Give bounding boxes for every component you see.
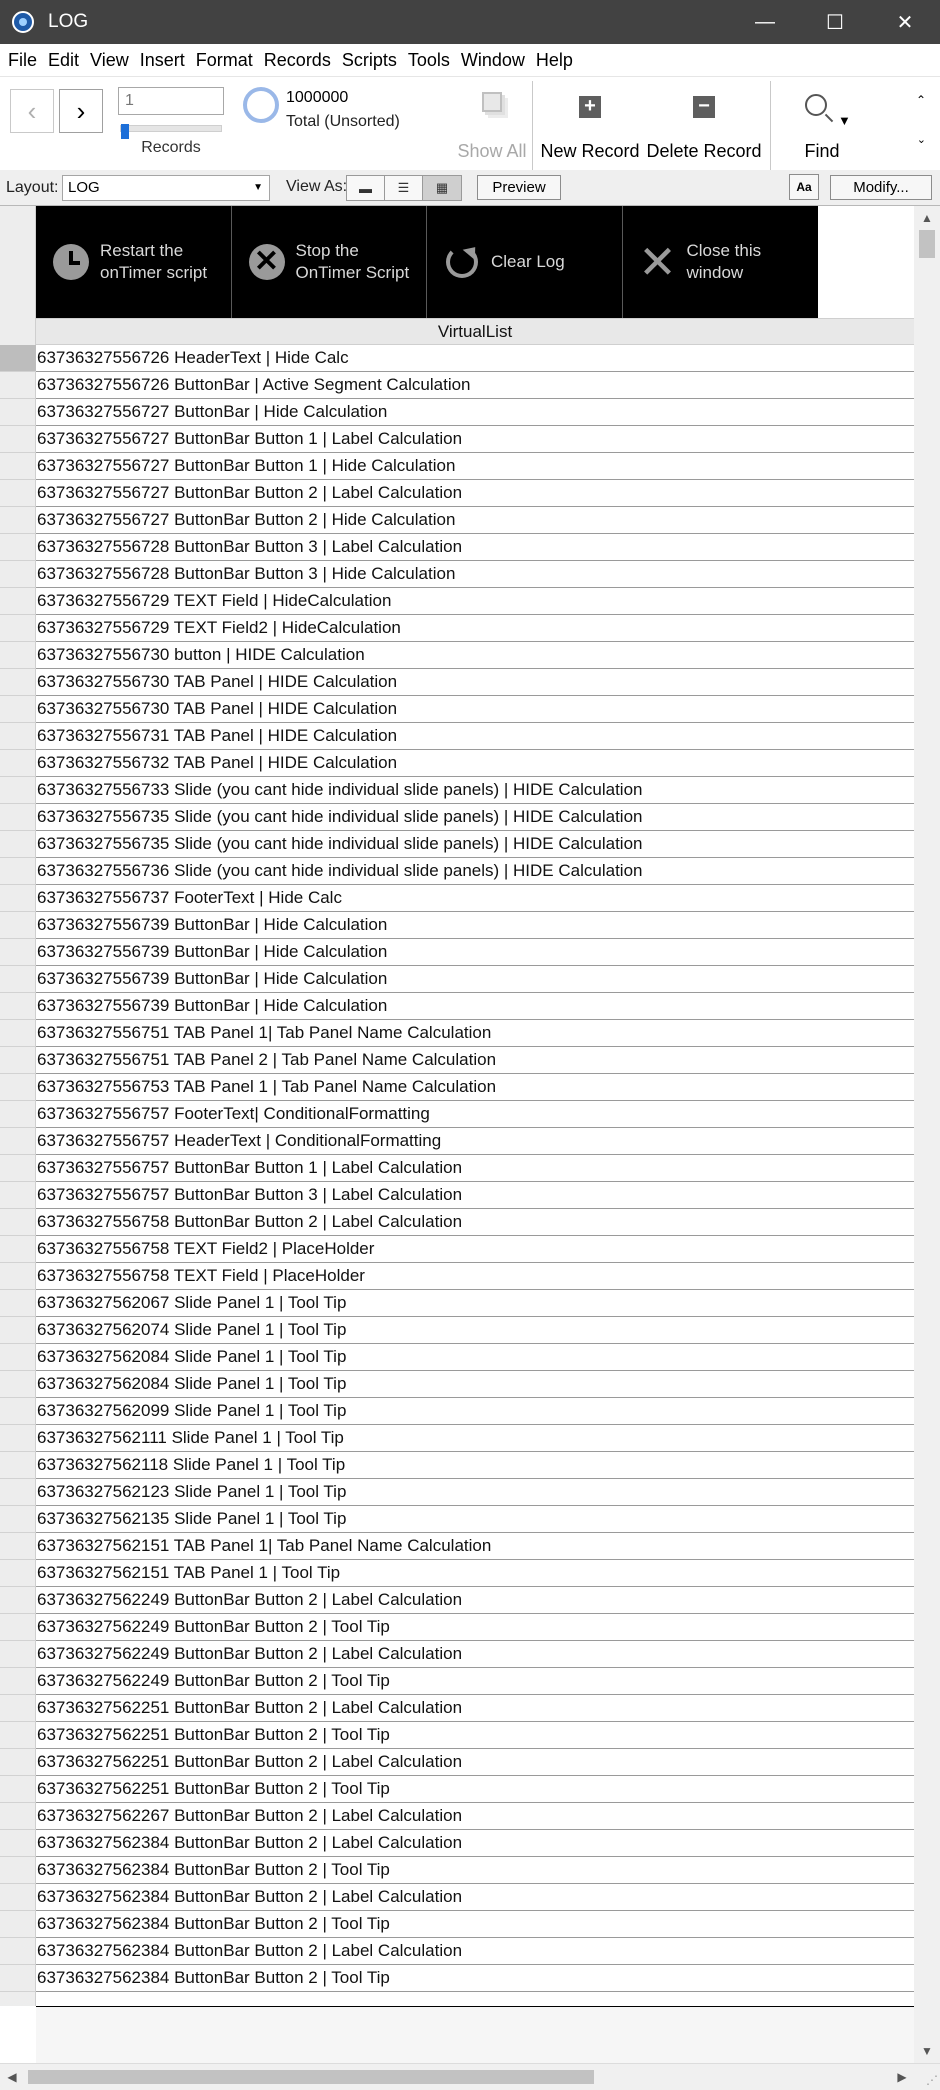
record-marker[interactable] [0, 750, 36, 777]
log-row[interactable]: 63736327562249 ButtonBar Button 2 | Label Calculation [36, 1587, 914, 1614]
log-row[interactable]: 63736327562267 ButtonBar Button 2 | Label Calculation [36, 1803, 914, 1830]
record-marker[interactable] [0, 1614, 36, 1641]
record-marker[interactable] [0, 453, 36, 480]
record-marker[interactable] [0, 1938, 36, 1965]
log-row[interactable]: 63736327562251 ButtonBar Button 2 | Label Calculation [36, 1749, 914, 1776]
refresh-icon [446, 246, 478, 278]
log-row[interactable]: 63736327556731 TAB Panel | HIDE Calculation [36, 723, 914, 750]
button-bar [36, 206, 818, 318]
show-all-icon [482, 92, 502, 112]
log-row[interactable]: 63736327556757 ButtonBar Button 1 | Label Calculation [36, 1155, 914, 1182]
minus-icon: − [693, 96, 715, 118]
log-row[interactable]: 63736327562067 Slide Panel 1 | Tool Tip [36, 1290, 914, 1317]
log-row[interactable]: 63736327556726 ButtonBar | Active Segment Calculation [36, 372, 914, 399]
record-marker[interactable] [0, 1344, 36, 1371]
view-as-table-button[interactable]: ▦ [423, 176, 461, 200]
total-unsorted-label: Total (Unsorted) [286, 113, 400, 130]
log-row[interactable]: 63736327562074 Slide Panel 1 | Tool Tip [36, 1317, 914, 1344]
title-bar [0, 0, 940, 44]
record-markers [0, 345, 36, 1992]
log-row[interactable]: 63736327562099 Slide Panel 1 | Tool Tip [36, 1398, 914, 1425]
chevron-down-icon: ▼ [253, 182, 263, 193]
filemaker-app-icon [12, 11, 34, 33]
record-marker[interactable] [0, 615, 36, 642]
log-row[interactable]: 63736327556730 button | HIDE Calculation [36, 642, 914, 669]
current-record-input[interactable] [118, 87, 224, 115]
record-marker[interactable] [0, 804, 36, 831]
stop-ontimer-button[interactable] [232, 206, 428, 318]
view-as-form-button[interactable]: ▬ [347, 176, 385, 200]
close-this-window-label: Close this window [686, 241, 762, 282]
new-record-label: New Record [540, 141, 640, 161]
log-row[interactable]: 63736327556730 TAB Panel | HIDE Calculation [36, 669, 914, 696]
record-marker[interactable] [0, 426, 36, 453]
header-part [36, 206, 914, 318]
record-marker[interactable] [0, 1425, 36, 1452]
customize-toolbar-icon[interactable]: ⌄ [916, 134, 926, 146]
restart-ontimer-button[interactable] [36, 206, 232, 318]
scroll-up-icon[interactable]: ▲ [921, 211, 933, 225]
stop-circle-icon: ✕ [249, 244, 285, 280]
menu-view[interactable]: View [90, 49, 129, 70]
column-header-virtuallist[interactable]: VirtualList [36, 318, 914, 345]
record-marker[interactable] [0, 1884, 36, 1911]
log-row[interactable]: 63736327556726 HeaderText | Hide Calc [36, 345, 914, 372]
record-marker[interactable] [0, 588, 36, 615]
menu-insert[interactable]: Insert [139, 49, 185, 70]
menu-bar [0, 44, 940, 77]
log-row[interactable]: 63736327556729 TEXT Field | HideCalculation [36, 588, 914, 615]
log-row[interactable]: 63736327562084 Slide Panel 1 | Tool Tip [36, 1344, 914, 1371]
log-row[interactable]: 63736327556727 ButtonBar Button 2 | Hide Calculation [36, 507, 914, 534]
record-marker[interactable] [0, 507, 36, 534]
menu-help[interactable]: Help [535, 49, 573, 70]
log-row[interactable]: 63736327562384 ButtonBar Button 2 | Tool Tip [36, 1857, 914, 1884]
close-this-window-button[interactable] [623, 206, 819, 318]
menu-edit[interactable]: Edit [48, 49, 80, 70]
log-row[interactable]: 63736327556728 ButtonBar Button 3 | Hide Calculation [36, 561, 914, 588]
record-marker[interactable] [0, 696, 36, 723]
view-as-list-button[interactable]: ☰ [385, 176, 423, 200]
clock-icon [53, 244, 89, 280]
collapse-toolbar-icon[interactable]: ⌃ [915, 93, 926, 107]
log-row[interactable]: 63736327562249 ButtonBar Button 2 | Tool Tip [36, 1668, 914, 1695]
window-title: LOG [48, 11, 89, 32]
active-record-marker[interactable] [0, 345, 36, 372]
menu-file[interactable]: File [8, 49, 38, 70]
record-marker[interactable] [0, 372, 36, 399]
status-toolbar [0, 77, 940, 175]
log-row[interactable]: 63736327556727 ButtonBar Button 1 | Label Calculation [36, 426, 914, 453]
record-marker[interactable] [0, 1857, 36, 1884]
maximize-button[interactable]: ☐ [826, 11, 844, 34]
log-row[interactable]: 63736327556758 TEXT Field | PlaceHolder [36, 1263, 914, 1290]
log-row[interactable]: 63736327556758 TEXT Field2 | PlaceHolder [36, 1236, 914, 1263]
restart-ontimer-label: Restart the onTimer script [100, 241, 208, 282]
next-record-button[interactable]: › [59, 89, 103, 133]
record-marker[interactable] [0, 1074, 36, 1101]
record-marker[interactable] [0, 480, 36, 507]
delete-record-button[interactable] [648, 79, 760, 171]
log-row[interactable]: 63736327556736 Slide (you cant hide individual slide panels) | HIDE Calculation [36, 858, 914, 885]
log-row[interactable]: 63736327562249 ButtonBar Button 2 | Label Calculation [36, 1641, 914, 1668]
layout-select-value: LOG [68, 179, 100, 196]
stop-ontimer-label: Stop the OnTimer Script [295, 241, 410, 282]
record-marker[interactable] [0, 1803, 36, 1830]
record-marker[interactable] [0, 885, 36, 912]
log-row[interactable]: 63736327556739 ButtonBar | Hide Calculation [36, 939, 914, 966]
log-row[interactable]: 63736327556751 TAB Panel 1| Tab Panel Name Calculation [36, 1020, 914, 1047]
clear-log-label: Clear Log [491, 252, 565, 271]
clear-log-button[interactable] [427, 206, 623, 318]
log-row[interactable]: 63736327562151 TAB Panel 1 | Tool Tip [36, 1560, 914, 1587]
log-row[interactable]: 63736327556739 ButtonBar | Hide Calculation [36, 993, 914, 1020]
record-marker[interactable] [0, 939, 36, 966]
preview-button[interactable]: Preview [477, 175, 561, 200]
search-icon [805, 94, 827, 116]
record-marker[interactable] [0, 1533, 36, 1560]
record-marker[interactable] [0, 1749, 36, 1776]
previous-record-button[interactable]: ‹ [10, 89, 54, 133]
log-row[interactable]: 63736327556727 ButtonBar Button 1 | Hide Calculation [36, 453, 914, 480]
log-row[interactable]: 63736327556758 ButtonBar Button 2 | Label Calculation [36, 1209, 914, 1236]
footer-part [36, 2006, 914, 2063]
log-row[interactable]: 63736327556735 Slide (you cant hide individual slide panels) | HIDE Calculation [36, 804, 914, 831]
toolbar-divider [770, 81, 771, 171]
record-marker[interactable] [0, 1398, 36, 1425]
records-label: Records [141, 139, 201, 156]
log-row[interactable]: 63736327556757 ButtonBar Button 3 | Label Calculation [36, 1182, 914, 1209]
horizontal-scrollbar[interactable] [0, 2063, 940, 2090]
log-row[interactable]: 63736327562384 ButtonBar Button 2 | Label Calculation [36, 1830, 914, 1857]
layout-content [0, 206, 914, 2063]
record-marker[interactable] [0, 1965, 36, 1992]
menu-records[interactable]: Records [263, 49, 331, 70]
log-row[interactable]: 63736327556729 TEXT Field2 | HideCalculation [36, 615, 914, 642]
record-marker[interactable] [0, 642, 36, 669]
log-row[interactable]: 63736327556732 TAB Panel | HIDE Calculation [36, 750, 914, 777]
record-marker[interactable] [0, 1155, 36, 1182]
log-row[interactable]: 63736327556737 FooterText | Hide Calc [36, 885, 914, 912]
log-row[interactable]: 63736327556727 ButtonBar Button 2 | Label Calculation [36, 480, 914, 507]
record-marker[interactable] [0, 1911, 36, 1938]
find-dropdown-icon[interactable]: ▼ [838, 113, 851, 128]
record-marker[interactable] [0, 1047, 36, 1074]
record-marker[interactable] [0, 777, 36, 804]
log-row[interactable]: 63736327556727 ButtonBar | Hide Calculation [36, 399, 914, 426]
close-x-icon: ✕ [638, 236, 677, 288]
record-marker[interactable] [0, 1479, 36, 1506]
scroll-left-icon[interactable]: ◀ [7, 2070, 17, 2084]
find-label: Find [804, 141, 840, 161]
record-marker[interactable] [0, 1641, 36, 1668]
menu-window[interactable]: Window [460, 49, 525, 70]
record-marker[interactable] [0, 1506, 36, 1533]
record-marker[interactable] [0, 1128, 36, 1155]
record-marker[interactable] [0, 993, 36, 1020]
log-row[interactable]: 63736327562251 ButtonBar Button 2 | Tool Tip [36, 1776, 914, 1803]
record-marker[interactable] [0, 858, 36, 885]
view-as-toggle [346, 175, 462, 201]
record-marker[interactable] [0, 1452, 36, 1479]
record-marker[interactable] [0, 1236, 36, 1263]
vertical-scroll-thumb[interactable] [919, 230, 935, 258]
log-row[interactable]: 63736327556751 TAB Panel 2 | Tab Panel Name Calculation [36, 1047, 914, 1074]
modify-button[interactable]: Modify... [830, 175, 932, 200]
log-list [36, 345, 914, 1992]
layout-bar [0, 170, 940, 206]
log-row[interactable]: 63736327556753 TAB Panel 1 | Tab Panel Name Calculation [36, 1074, 914, 1101]
record-marker[interactable] [0, 1209, 36, 1236]
scroll-right-icon[interactable]: ▶ [897, 2070, 907, 2084]
minimize-button[interactable]: — [755, 10, 775, 33]
record-marker[interactable] [0, 1722, 36, 1749]
record-marker[interactable] [0, 1587, 36, 1614]
record-marker[interactable] [0, 1776, 36, 1803]
log-row[interactable]: 63736327562151 TAB Panel 1| Tab Panel Name Calculation [36, 1533, 914, 1560]
toolbar-divider [532, 81, 533, 171]
record-marker[interactable] [0, 534, 36, 561]
log-row[interactable]: 63736327556730 TAB Panel | HIDE Calculation [36, 696, 914, 723]
delete-record-label: Delete Record [646, 141, 762, 161]
text-formatting-button[interactable]: Aa [789, 174, 819, 200]
log-row[interactable]: 63736327562249 ButtonBar Button 2 | Tool Tip [36, 1614, 914, 1641]
record-marker[interactable] [0, 1290, 36, 1317]
scroll-down-icon[interactable]: ▼ [921, 2044, 933, 2058]
record-marker[interactable] [0, 1317, 36, 1344]
log-row[interactable]: 63736327562384 ButtonBar Button 2 | Label Calculation [36, 1938, 914, 1965]
record-marker[interactable] [0, 399, 36, 426]
log-row[interactable]: 63736327556757 HeaderText | ConditionalFormatting [36, 1128, 914, 1155]
log-row[interactable]: 63736327562135 Slide Panel 1 | Tool Tip [36, 1506, 914, 1533]
view-as-label: View As: [286, 178, 348, 195]
menu-scripts[interactable]: Scripts [341, 49, 397, 70]
show-all-button[interactable] [455, 79, 529, 171]
menu-format[interactable]: Format [195, 49, 253, 70]
record-marker[interactable] [0, 723, 36, 750]
log-row[interactable]: 63736327562384 ButtonBar Button 2 | Tool Tip [36, 1911, 914, 1938]
record-marker[interactable] [0, 1182, 36, 1209]
log-row[interactable]: 63736327562123 Slide Panel 1 | Tool Tip [36, 1479, 914, 1506]
record-marker[interactable] [0, 1695, 36, 1722]
record-marker[interactable] [0, 1101, 36, 1128]
log-row[interactable]: 63736327556728 ButtonBar Button 3 | Label Calculation [36, 534, 914, 561]
record-marker[interactable] [0, 966, 36, 993]
log-row[interactable]: 63736327556739 ButtonBar | Hide Calculation [36, 966, 914, 993]
log-row[interactable]: 63736327562384 ButtonBar Button 2 | Tool Tip [36, 1965, 914, 1992]
record-marker[interactable] [0, 1830, 36, 1857]
window-controls [730, 0, 940, 44]
close-window-button[interactable]: ✕ [896, 11, 914, 34]
log-row[interactable]: 63736327562251 ButtonBar Button 2 | Label Calculation [36, 1695, 914, 1722]
found-count: 1000000 [286, 89, 349, 106]
log-row[interactable]: 63736327556735 Slide (you cant hide individual slide panels) | HIDE Calculation [36, 831, 914, 858]
new-record-button[interactable] [540, 79, 640, 171]
plus-icon: + [579, 96, 601, 118]
horizontal-scroll-thumb[interactable] [28, 2070, 594, 2084]
record-marker[interactable] [0, 561, 36, 588]
record-marker[interactable] [0, 1560, 36, 1587]
layout-select[interactable] [62, 175, 270, 201]
record-marker[interactable] [0, 912, 36, 939]
log-row[interactable]: 63736327562084 Slide Panel 1 | Tool Tip [36, 1371, 914, 1398]
record-slider-thumb[interactable] [121, 124, 129, 139]
layout-label: Layout: [6, 179, 59, 196]
menu-tools[interactable]: Tools [407, 49, 450, 70]
resize-grip-icon[interactable]: ⋰ [926, 2073, 936, 2087]
record-slider[interactable] [120, 125, 222, 132]
log-row[interactable]: 63736327562384 ButtonBar Button 2 | Label Calculation [36, 1884, 914, 1911]
record-marker[interactable] [0, 669, 36, 696]
record-marker[interactable] [0, 1371, 36, 1398]
record-marker[interactable] [0, 1263, 36, 1290]
record-marker[interactable] [0, 831, 36, 858]
vertical-scrollbar[interactable] [914, 206, 940, 2063]
record-marker[interactable] [0, 1020, 36, 1047]
record-marker[interactable] [0, 1668, 36, 1695]
log-row[interactable]: 63736327562251 ButtonBar Button 2 | Tool Tip [36, 1722, 914, 1749]
log-row[interactable]: 63736327556757 FooterText| ConditionalFormatting [36, 1101, 914, 1128]
show-all-label: Show All [457, 141, 527, 161]
found-set-pie-icon [243, 87, 279, 123]
log-row[interactable]: 63736327562111 Slide Panel 1 | Tool Tip [36, 1425, 914, 1452]
log-row[interactable]: 63736327556739 ButtonBar | Hide Calculation [36, 912, 914, 939]
log-row[interactable]: 63736327562118 Slide Panel 1 | Tool Tip [36, 1452, 914, 1479]
log-row[interactable]: 63736327556733 Slide (you cant hide individual slide panels) | HIDE Calculation [36, 777, 914, 804]
